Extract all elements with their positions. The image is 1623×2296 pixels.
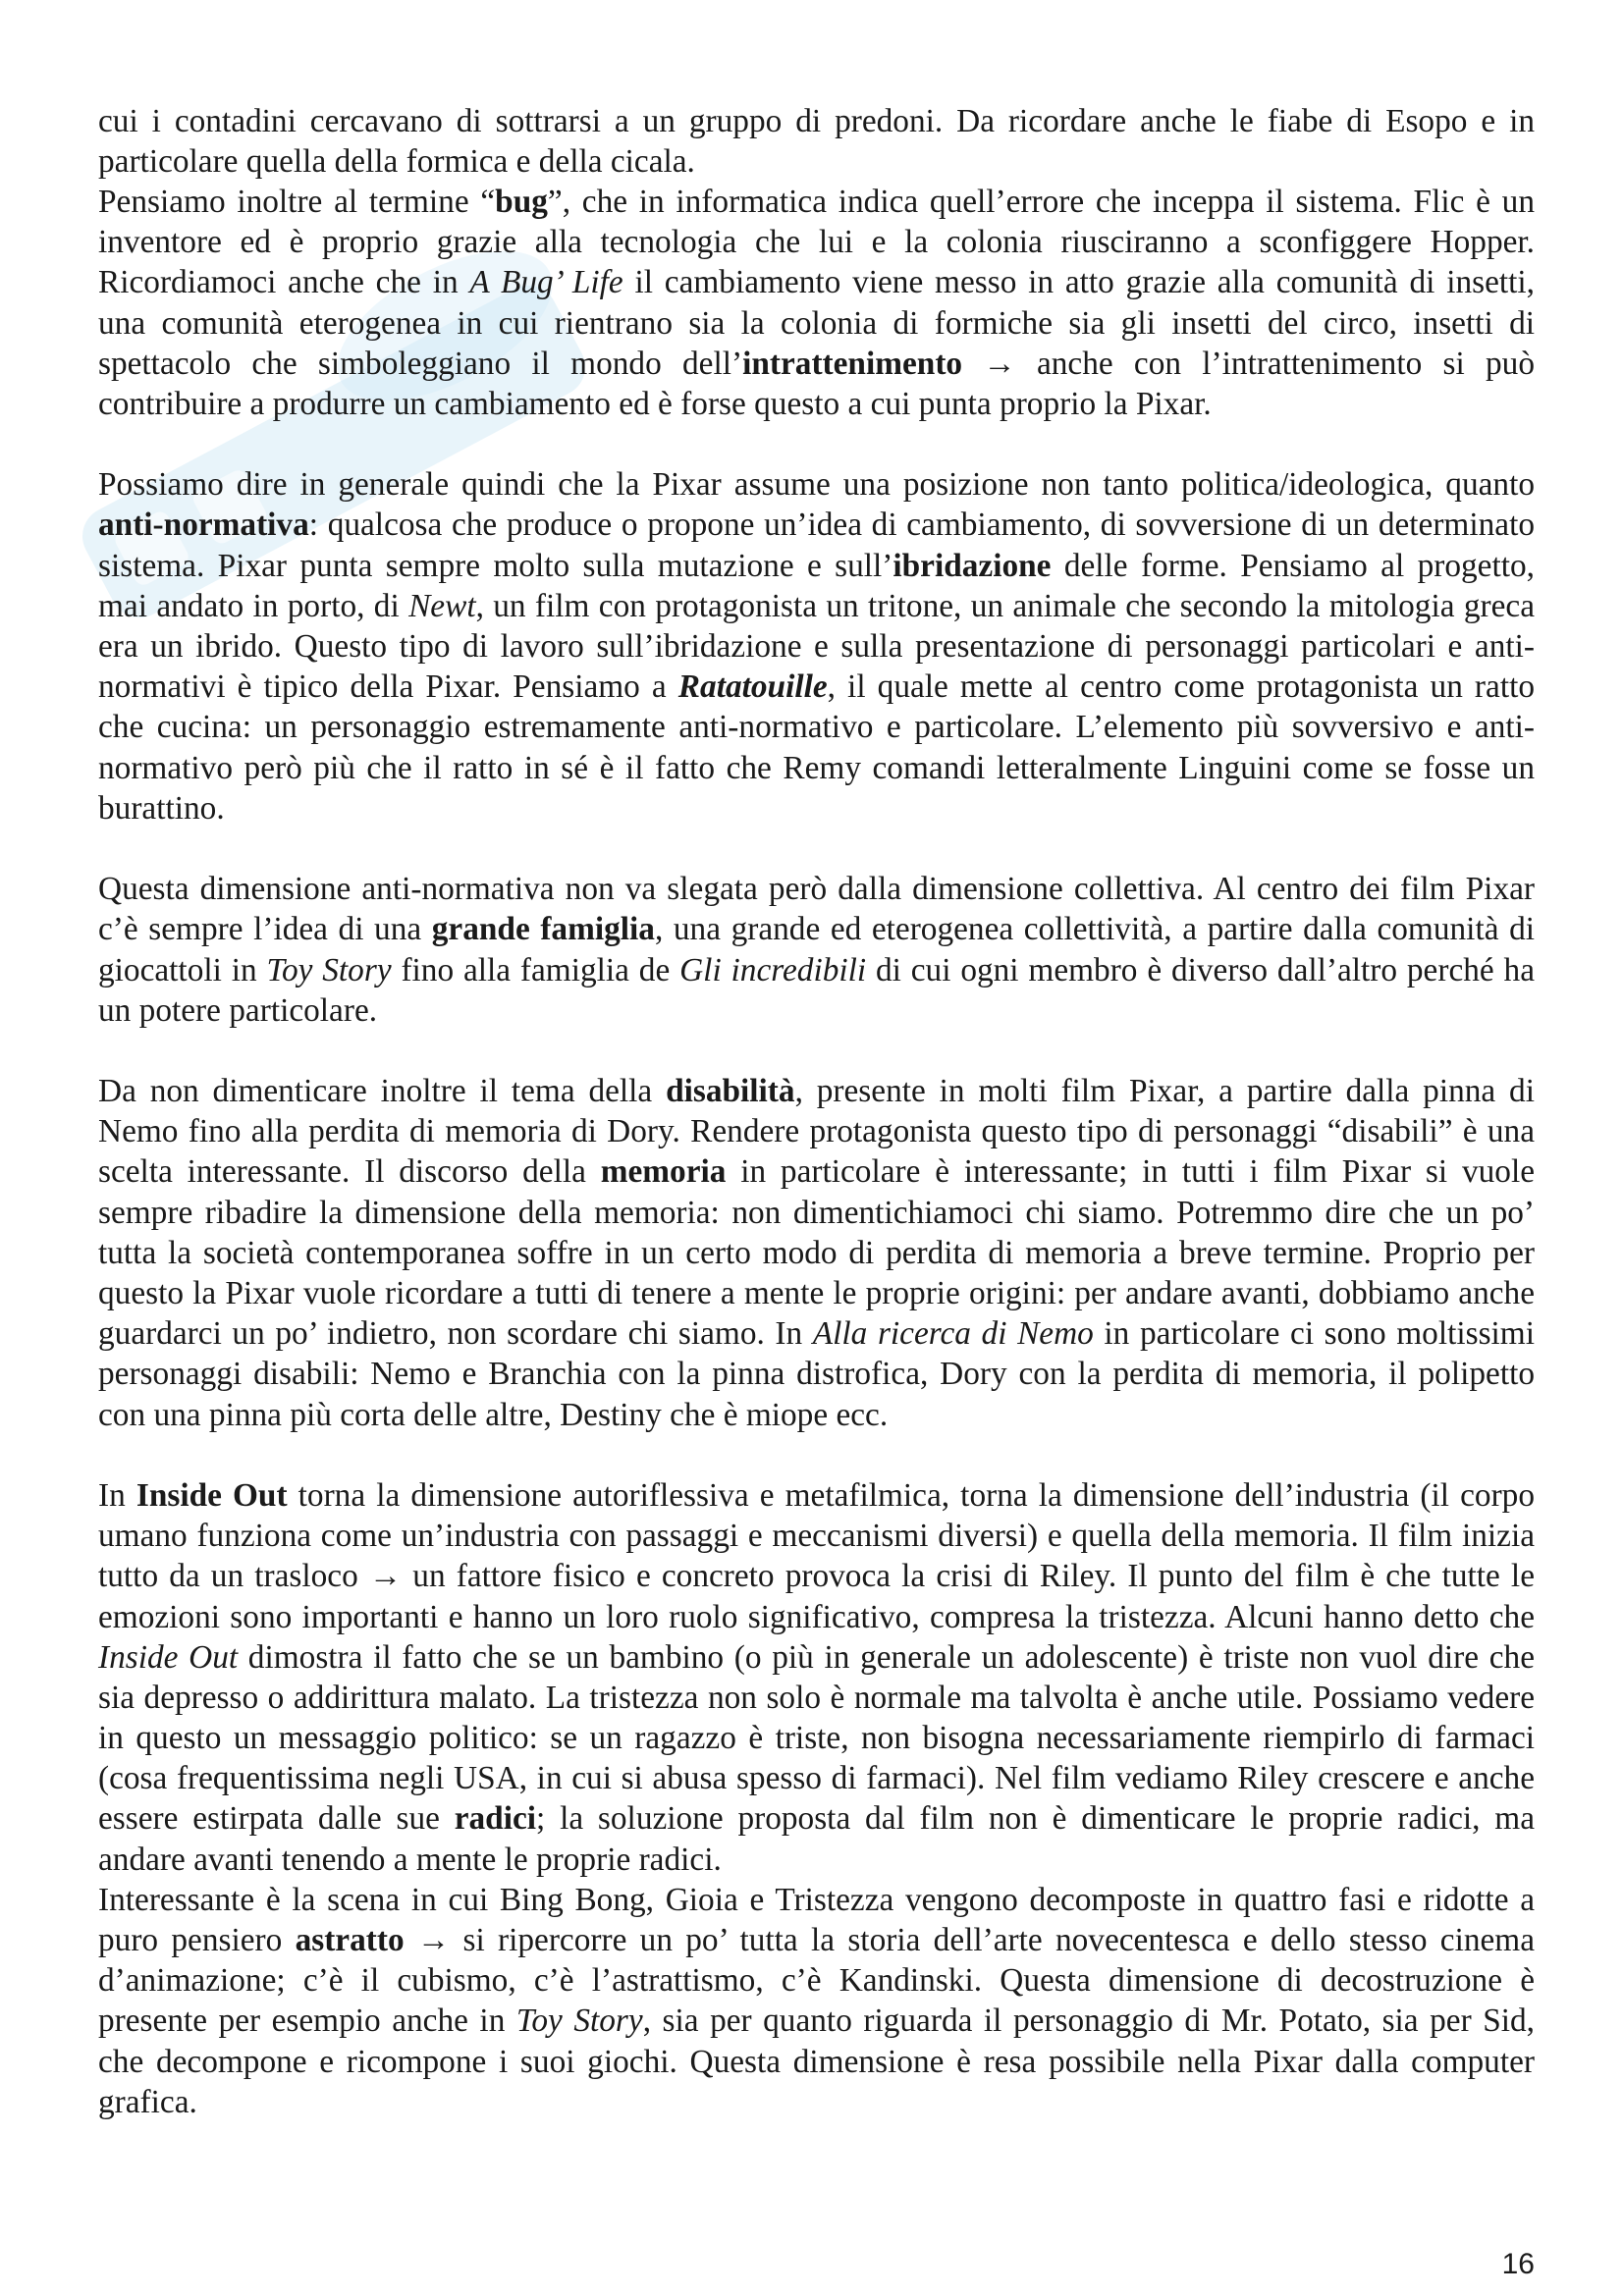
text-run: puro pensiero bbox=[98, 1922, 296, 1959]
text-line bbox=[98, 1798, 1535, 1839]
text-run: (cosa frequentissima negli USA, in cui si abusa spesso di farmaci). Nel film vediamo Riley crescere e anche bbox=[98, 1760, 1535, 1797]
paragraph bbox=[98, 1071, 1535, 1435]
text-run: delle forme. Pensiamo al progetto, bbox=[1051, 547, 1535, 584]
text-run: Ricordiamoci anche che in bbox=[98, 264, 470, 301]
text-line bbox=[98, 869, 1535, 909]
text-run: → anche con l’intrattenimento si può bbox=[962, 345, 1536, 382]
paragraph bbox=[98, 1880, 1535, 2122]
text-line bbox=[98, 990, 1535, 1031]
text-run: in questo un messaggio politico: se un ragazzo è triste, non bisogna necessariamente riempirlo di farmaci bbox=[98, 1720, 1535, 1757]
italic-text: Alla ricerca di Nemo bbox=[812, 1315, 1094, 1353]
text-line bbox=[98, 464, 1535, 505]
blank-line bbox=[98, 424, 1535, 464]
bold-text: disabilità bbox=[666, 1073, 795, 1110]
text-line bbox=[98, 303, 1535, 344]
text-run: In bbox=[98, 1476, 136, 1514]
text-line bbox=[98, 1475, 1535, 1516]
paragraph bbox=[98, 464, 1535, 828]
italic-text: A Bug’ Life bbox=[469, 264, 623, 301]
text-run: Da non dimenticare inoltre il tema della bbox=[98, 1073, 667, 1110]
text-run: Possiamo dire in generale quindi che la Pixar assume una posizione non tanto politica/ideologica, quanto bbox=[98, 466, 1535, 504]
text-run: Questa dimensione anti-normativa non va slegata però dalla dimensione collettiva. Al centro dei film Pixar bbox=[98, 871, 1535, 908]
text-run: sempre ribadire la dimensione della memoria: non dimentichiamoci chi siamo. Potremmo dire che un po’ bbox=[98, 1194, 1535, 1231]
text-line bbox=[98, 1354, 1535, 1394]
text-run: andare avanti tenendo a mente le proprie radici. bbox=[98, 1841, 722, 1878]
bold-text: radici bbox=[454, 1800, 537, 1838]
text-run: , sia per quanto riguarda il personaggio di Mr. Potato, sia per Sid, bbox=[642, 2002, 1535, 2040]
text-run: personaggi disabili: Nemo e Branchia con la pinna distrofica, Dory con la perdita di memoria, il polipetto bbox=[98, 1356, 1535, 1393]
text-line bbox=[98, 1718, 1535, 1758]
text-run: , una grande ed eterogenea collettività, a partire dalla comunità di bbox=[654, 911, 1535, 948]
blank-line bbox=[98, 1031, 1535, 1071]
document-body bbox=[98, 101, 1535, 2122]
text-line bbox=[98, 2042, 1535, 2082]
text-line bbox=[98, 1960, 1535, 2001]
text-run: , un film con protagonista un tritone, un animale che secondo la mitologia greca bbox=[475, 587, 1535, 624]
text-run: il cambiamento viene messo in atto grazie alla comunità di insetti, bbox=[622, 264, 1536, 301]
bold-text: Inside Out bbox=[135, 1476, 288, 1514]
text-line bbox=[98, 182, 1535, 222]
text-run: Pensiamo inoltre al termine “ bbox=[98, 183, 496, 220]
text-run: in particolare ci sono moltissimi bbox=[1093, 1315, 1535, 1353]
text-run: grafica. bbox=[98, 2083, 197, 2120]
text-run: emozioni sono importanti e hanno un loro ruolo significativo, compresa la tristezza. Alcuni hanno detto che bbox=[98, 1598, 1535, 1635]
text-run: questo la Pixar vuole ricordare a tutti di tenere a mente le proprie origini: per andare avanti, dobbiamo anche bbox=[98, 1275, 1535, 1312]
text-line bbox=[98, 1151, 1535, 1192]
bold-text: ibridazione bbox=[893, 547, 1052, 584]
text-line bbox=[98, 707, 1535, 747]
text-line bbox=[98, 344, 1535, 384]
text-run: Interessante è la scena in cui Bing Bong, Gioia e Tristezza vengono decomposte in quattro fasi e ridotte a bbox=[98, 1881, 1535, 1918]
text-run: in particolare è interessante; in tutti i film Pixar si vuole bbox=[726, 1153, 1535, 1191]
bold-text: grande famiglia bbox=[431, 911, 655, 948]
bold-italic-text: Ratatouille bbox=[677, 668, 828, 706]
text-line bbox=[98, 909, 1535, 949]
text-run: c’è sempre l’idea di una bbox=[98, 911, 432, 948]
text-run: sia depresso o addirittura malato. La tristezza non solo è normale ma talvolta è anche utile. Possiamo vedere bbox=[98, 1679, 1535, 1716]
text-line bbox=[98, 1880, 1535, 1920]
text-line bbox=[98, 2082, 1535, 2122]
text-line bbox=[98, 2001, 1535, 2041]
italic-text: Toy Story bbox=[515, 2002, 643, 2040]
text-line bbox=[98, 586, 1535, 626]
text-line bbox=[98, 222, 1535, 262]
text-run: un potere particolare. bbox=[98, 991, 378, 1029]
text-line bbox=[98, 1597, 1535, 1637]
text-run: fino alla famiglia de bbox=[391, 951, 680, 988]
text-line bbox=[98, 1840, 1535, 1880]
text-line bbox=[98, 667, 1535, 707]
blank-line bbox=[98, 828, 1535, 869]
text-run: una comunità eterogenea in cui rientrano sia la colonia di formiche sia gli insetti del circo, insetti di bbox=[98, 304, 1535, 342]
text-run: normativo però più che il ratto in sé è il fatto che Remy comandi letteralmente Linguini come se fosse un bbox=[98, 749, 1535, 786]
text-line bbox=[98, 1758, 1535, 1798]
text-line bbox=[98, 1071, 1535, 1111]
text-run: di cui ogni membro è diverso dall’altro perché ha bbox=[866, 951, 1535, 988]
italic-text: Toy Story bbox=[266, 951, 392, 988]
text-line bbox=[98, 1637, 1535, 1678]
text-line bbox=[98, 1920, 1535, 1960]
text-run: essere estirpata dalle sue bbox=[98, 1800, 455, 1838]
text-line bbox=[98, 1678, 1535, 1718]
bold-text: memoria bbox=[600, 1153, 727, 1191]
text-line bbox=[98, 1556, 1535, 1596]
text-line bbox=[98, 262, 1535, 302]
italic-text: Inside Out bbox=[98, 1638, 239, 1676]
text-run: mai andato in porto, di bbox=[98, 587, 409, 624]
text-run: Nemo fino alla perdita di memoria di Dory. Rendere protagonista questo tipo di personaggi “disabili” è una bbox=[98, 1113, 1535, 1150]
text-run: umano funziona come un’industria con passaggi e meccanismi diversi) e quella della memoria. Il film inizia bbox=[98, 1518, 1535, 1555]
text-run: tutta la società contemporanea soffre in un certo modo di perdita di memoria a breve termine. Proprio per bbox=[98, 1234, 1535, 1271]
text-run: giocattoli in bbox=[98, 951, 267, 988]
text-run: con una pinna più corta delle altre, Destiny che è miope ecc. bbox=[98, 1396, 889, 1433]
text-run: , presente in molti film Pixar, a partire dalla pinna di bbox=[794, 1073, 1535, 1110]
bold-text: astratto bbox=[295, 1922, 405, 1959]
text-run: guardarci un po’ indietro, non scordare chi siamo. In bbox=[98, 1315, 813, 1353]
text-line bbox=[98, 1273, 1535, 1313]
text-run: burattino. bbox=[98, 789, 225, 827]
text-run: normativi è tipico della Pixar. Pensiamo a bbox=[98, 668, 678, 706]
text-run: tutto da un trasloco → un fattore fisico e concreto provoca la crisi di Riley. Il punto del film è che tutte le bbox=[98, 1558, 1535, 1595]
text-run: → si ripercorre un po’ tutta la storia dell’arte novecentesca e dello stesso cinema bbox=[404, 1922, 1535, 1959]
text-run: che decompone e ricompone i suoi giochi. Questa dimensione è resa possibile nella Pixar dalla computer bbox=[98, 2043, 1535, 2080]
text-line bbox=[98, 141, 1535, 182]
italic-text: Newt bbox=[408, 587, 476, 624]
text-run: ; la soluzione proposta dal film non è dimenticare le proprie radici, ma bbox=[536, 1800, 1535, 1838]
text-run: era un ibrido. Questo tipo di lavoro sull’ibridazione e sulla presentazione di personaggi particolari e anti- bbox=[98, 628, 1535, 666]
text-run: spettacolo che simboleggiano il mondo dell’ bbox=[98, 345, 743, 382]
text-line bbox=[98, 1516, 1535, 1556]
text-run: torna la dimensione autoriflessiva e metafilmica, torna la dimensione dell’industria (il corpo bbox=[287, 1476, 1536, 1514]
text-line bbox=[98, 1233, 1535, 1273]
text-line bbox=[98, 1395, 1535, 1435]
paragraph bbox=[98, 1475, 1535, 1880]
bold-text: anti-normativa bbox=[98, 507, 309, 544]
italic-text: Gli incredibili bbox=[679, 951, 867, 988]
text-run: scelta interessante. Il discorso della bbox=[98, 1153, 601, 1191]
bold-text: intrattenimento bbox=[742, 345, 963, 382]
text-run: cui i contadini cercavano di sottrarsi a un gruppo di predoni. Da ricordare anche le fiabe di Esopo e in bbox=[98, 102, 1535, 139]
paragraph bbox=[98, 101, 1535, 182]
paragraph bbox=[98, 182, 1535, 424]
text-line bbox=[98, 748, 1535, 788]
text-run: contribuire a produrre un cambiamento ed è forse questo a cui punta proprio la Pixar. bbox=[98, 385, 1212, 422]
blank-line bbox=[98, 1435, 1535, 1475]
text-line bbox=[98, 101, 1535, 141]
text-line bbox=[98, 384, 1535, 424]
text-run: ”, che in informatica indica quell’errore che inceppa il sistema. Flic è un bbox=[547, 183, 1535, 220]
paragraph bbox=[98, 869, 1535, 1031]
text-line bbox=[98, 1193, 1535, 1233]
bold-text: bug bbox=[495, 183, 548, 220]
text-run: , il quale mette al centro come protagonista un ratto bbox=[827, 668, 1536, 706]
text-line bbox=[98, 788, 1535, 828]
text-run: particolare quella della formica e della cicala. bbox=[98, 142, 695, 180]
text-line bbox=[98, 1313, 1535, 1354]
page-number: 16 bbox=[1501, 2248, 1535, 2280]
text-line bbox=[98, 626, 1535, 667]
text-run: : qualcosa che produce o propone un’idea di cambiamento, di sovversione di un determinato bbox=[308, 507, 1535, 544]
text-run: presente per esempio anche in bbox=[98, 2002, 516, 2040]
text-run: sistema. Pixar punta sempre molto sulla mutazione e sull’ bbox=[98, 547, 893, 584]
text-line bbox=[98, 546, 1535, 586]
text-run: che cucina: un personaggio estremamente anti-normativo e particolare. L’elemento più sovversivo e anti- bbox=[98, 709, 1535, 746]
text-line bbox=[98, 950, 1535, 990]
text-run: dimostra il fatto che se un bambino (o più in generale un adolescente) è triste non vuol dire che bbox=[238, 1638, 1535, 1676]
text-line bbox=[98, 1111, 1535, 1151]
text-run: d’animazione; c’è il cubismo, c’è l’astrattismo, c’è Kandinski. Questa dimensione di decostruzione è bbox=[98, 1962, 1535, 2000]
text-run: inventore ed è proprio grazie alla tecnologia che lui e la colonia riusciranno a sconfiggere Hopper. bbox=[98, 224, 1535, 261]
text-line bbox=[98, 505, 1535, 545]
